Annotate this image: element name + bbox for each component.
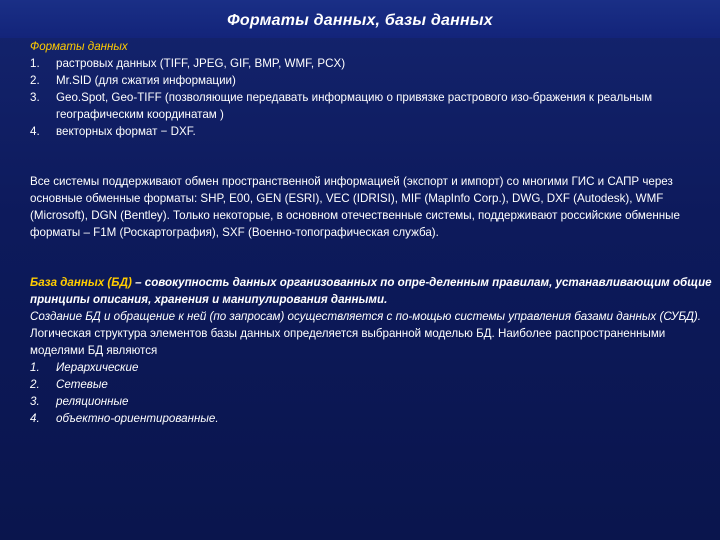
dbms-sentence: Создание БД и обращение к ней (по запросам) осуществляется с по-мощью системы управления базами данных (СУБД).	[30, 310, 701, 323]
model-item	[30, 393, 716, 410]
list-number: 4.	[30, 412, 40, 425]
logic-sentence: Логическая структура элементов базы данных определяется выбранной моделью БД. Наиболее распространенными моделями БД являются	[30, 327, 666, 357]
model-item	[30, 410, 716, 427]
list-number: 4.	[30, 125, 40, 138]
slide-title: Форматы данных, базы данных	[227, 12, 493, 29]
exchange-paragraph: Все системы поддерживают обмен пространственной информацией (экспорт и импорт) со многими ГИС и САПР через основные обменные форматы: SHP, E00, GEN (ESRI), VEC (IDRISI), MIF (MapInfo Corp.), DWG, DXF (Autodesk), WMF (Microsoft), DGN (Bentley). Только некоторые, в основном отечественные системы, поддерживают российские обменные форматы – F1M (Роскартография), SXF (Военно-топографическая служба).	[30, 175, 680, 239]
spacer	[30, 258, 716, 274]
slide-content	[30, 38, 716, 427]
db-definition-text: – совокупность данных организованных по опре-деленным правилам, устанавливающим общие принципы описания, хранения и манипулирования данными.	[30, 276, 712, 306]
model-item	[30, 359, 716, 376]
spacer	[30, 140, 716, 157]
list-number: 3.	[30, 395, 40, 408]
list-number: 1.	[30, 361, 40, 374]
list-text: Иерархические	[56, 361, 139, 374]
list-number: 2.	[30, 74, 40, 87]
list-text: Geo.Spot, Geo-TIFF (позволяющие передавать информацию о привязке растрового изо-бражения к реальным географическим координатам )	[56, 91, 653, 121]
spacer	[30, 241, 716, 258]
list-text: Mr.SID (для сжатия информации)	[56, 74, 236, 87]
spacer	[30, 157, 716, 173]
list-number: 2.	[30, 378, 40, 391]
format-item	[30, 55, 716, 72]
list-number: 3.	[30, 91, 40, 104]
format-item	[30, 72, 716, 89]
list-number: 1.	[30, 57, 40, 70]
list-text: реляционные	[56, 395, 129, 408]
database-definition	[30, 274, 716, 308]
format-item	[30, 89, 716, 123]
list-text: объектно-ориентированные.	[56, 412, 219, 425]
db-term: База данных (БД)	[30, 276, 132, 289]
format-item	[30, 123, 716, 140]
list-text: растровых данных (TIFF, JPEG, GIF, BMP, WMF, PCX)	[56, 57, 346, 70]
formats-heading: Форматы данных	[30, 40, 128, 53]
list-text: Сетевые	[56, 378, 108, 391]
list-text: векторных формат − DXF.	[56, 125, 196, 138]
model-item	[30, 376, 716, 393]
